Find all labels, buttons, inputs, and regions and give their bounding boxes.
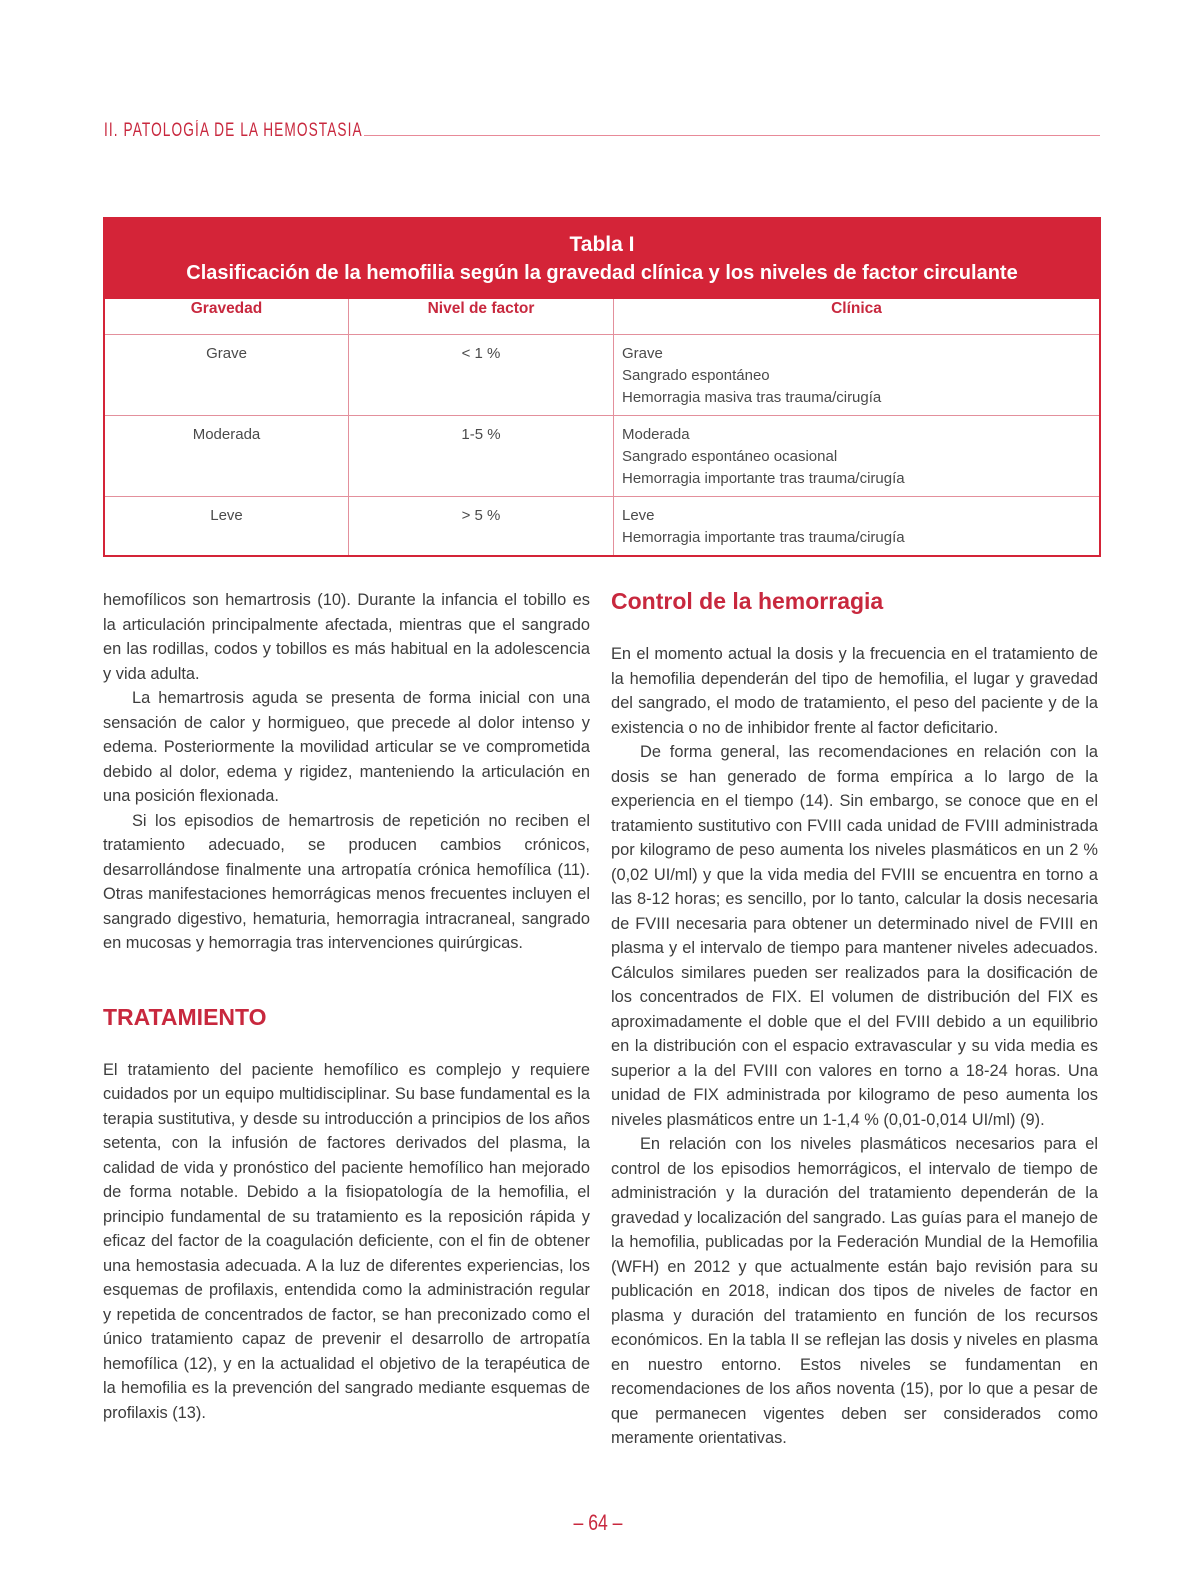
column-header-nivel: Nivel de factor bbox=[349, 299, 614, 335]
table-header-row bbox=[105, 299, 1099, 335]
right-column bbox=[611, 588, 1098, 1451]
column-header-gravedad: Gravedad bbox=[105, 299, 349, 335]
cell-clinica bbox=[614, 335, 1100, 416]
table-caption-block bbox=[105, 219, 1099, 299]
header-rule bbox=[364, 135, 1100, 136]
chapter-title: II. PATOLOGÍA DE LA HEMOSTASIA bbox=[104, 120, 363, 141]
classification-table bbox=[103, 217, 1101, 557]
cell-nivel: < 1 % bbox=[349, 335, 614, 416]
clinica-line: Moderada bbox=[622, 426, 690, 443]
clinica-line: Hemorragia importante tras trauma/cirugía bbox=[622, 470, 905, 487]
cell-gravedad: Moderada bbox=[105, 416, 349, 497]
cell-clinica bbox=[614, 416, 1100, 497]
column-header-clinica: Clínica bbox=[614, 299, 1100, 335]
cell-gravedad: Leve bbox=[105, 497, 349, 556]
clinica-line: Hemorragia masiva tras trauma/cirugía bbox=[622, 389, 882, 406]
table-label: Tabla I bbox=[569, 233, 635, 256]
body-paragraph: De forma general, las recomendaciones en relación con la dosis se han generado de forma empírica a lo largo de la experiencia en el tiempo (14). Sin embargo, se conoce que en el tratamiento sustitutivo con FVIII cada unidad de FVIII administrada por kilogramo de peso aumenta los niveles plasmáticos en un 2 % (0,02 UI/ml) y que la vida media del FVIII se encuentra en torno a las 8-12 horas; es sencillo, por lo tanto, calcular la dosis necesaria de FVIII necesaria para obtener un determinado nivel de FVIII en plasma y el intervalo de tiempo para mantener niveles adecuados. Cálculos similares pueden ser realizados para la dosificación de los concentrados de FIX. El volumen de distribución del FIX es aproximadamente el doble que el del FVIII debido a un equilibrio en la distribución con el espacio extravascular y su vida media es superior a la del FVIII con valores en torno a 18-24 horas. Una unidad de FIX administrada por kilogramo de peso aumenta los niveles plasmáticos entre un 1-1,4 % (0,01-0,014 UI/ml) (9). bbox=[611, 743, 1098, 1129]
running-header bbox=[104, 112, 1100, 142]
body-paragraph: hemofílicos son hemartrosis (10). Durante la infancia el tobillo es la articulación principalmente afectada, mientras que el sangrado en las rodillas, codos y tobillos es más habitual en la adolescencia y vida adulta. bbox=[103, 591, 590, 683]
cell-nivel: 1-5 % bbox=[349, 416, 614, 497]
left-column bbox=[103, 588, 590, 1425]
clinica-line: Sangrado espontáneo ocasional bbox=[622, 448, 838, 465]
body-paragraph: El tratamiento del paciente hemofílico es complejo y requiere cuidados por un equipo multidisciplinar. Su base fundamental es la terapia sustitutiva, y desde su introducción a principios de los años setenta, con la infusión de factores derivados del plasma, la calidad de vida y pronóstico del paciente hemofílico han mejorado de forma notable. Debido a la fisiopatología de la hemofilia, el principio fundamental de su tratamiento es la reposición rápida y eficaz del factor de la coagulación deficiente, con el fin de obtener una hemostasia adecuada. A la luz de diferentes experiencias, los esquemas de profilaxis, entendida como la administración regular y repetida de concentrados de factor, se han preconizado como el único tratamiento capaz de prevenir el desarrollo de artropatía hemofílica (12), y en la actualidad el objetivo de la terapéutica de la hemofilia es la prevención del sangrado mediante esquemas de profilaxis (13). bbox=[103, 1060, 590, 1422]
page-number: – 64 – bbox=[573, 1510, 623, 1535]
clinica-line: Leve bbox=[622, 507, 655, 524]
section-heading-tratamiento: TRATAMIENTO bbox=[103, 1003, 267, 1030]
table-row bbox=[105, 497, 1099, 556]
table-row bbox=[105, 335, 1099, 416]
table-row bbox=[105, 416, 1099, 497]
table-grid bbox=[105, 299, 1099, 555]
cell-gravedad: Grave bbox=[105, 335, 349, 416]
body-paragraph: En el momento actual la dosis y la frecuencia en el tratamiento de la hemofilia dependerán del tipo de hemofilia, el lugar y gravedad del sangrado, el modo de tratamiento, el peso del paciente y de la existencia o no de inhibidor frente al factor deficitario. bbox=[611, 645, 1098, 737]
section-heading-control-hemorragia: Control de la hemorragia bbox=[611, 588, 884, 614]
clinica-line: Sangrado espontáneo bbox=[622, 367, 770, 384]
clinica-line: Grave bbox=[622, 345, 663, 362]
clinica-line: Hemorragia importante tras trauma/cirugía bbox=[622, 529, 905, 546]
body-paragraph: Si los episodios de hemartrosis de repetición no reciben el tratamiento adecuado, se producen cambios crónicos, desarrollándose finalmente una artropatía crónica hemofílica (11). Otras manifestaciones hemorrágicas menos frecuentes incluyen el sangrado digestivo, hematuria, hemorragia intracraneal, sangrado en mucosas y hemorragia tras intervenciones quirúrgicas. bbox=[103, 811, 590, 952]
cell-clinica bbox=[614, 497, 1100, 556]
body-paragraph: En relación con los niveles plasmáticos necesarios para el control de los episodios hemorrágicos, el intervalo de tiempo de administración y la duración del tratamiento dependerán de la gravedad y localización del sangrado. Las guías para el manejo de la hemofilia, publicadas por la Federación Mundial de la Hemofilia (WFH) en 2012 y que actualmente están bajo revisión para su publicación en 2018, indican dos tipos de niveles de factor en plasma y duración del tratamiento en función de los recursos económicos. En la tabla II se reflejan las dosis y niveles en plasma en nuestro entorno. Estos niveles se fundamentan en recomendaciones de los años noventa (15), por lo que a pesar de que permanecen vigentes deben ser considerados como meramente orientativas. bbox=[611, 1135, 1098, 1447]
cell-nivel: > 5 % bbox=[349, 497, 614, 556]
body-paragraph: La hemartrosis aguda se presenta de forma inicial con una sensación de calor y hormigueo, que precede al dolor intenso y edema. Posteriormente la movilidad articular se ve comprometida debido al dolor, edema y rigidez, manteniendo la articulación en una posición flexionada. bbox=[103, 689, 590, 805]
table-caption: Clasificación de la hemofilia según la gravedad clínica y los niveles de factor circulante bbox=[186, 262, 1018, 284]
